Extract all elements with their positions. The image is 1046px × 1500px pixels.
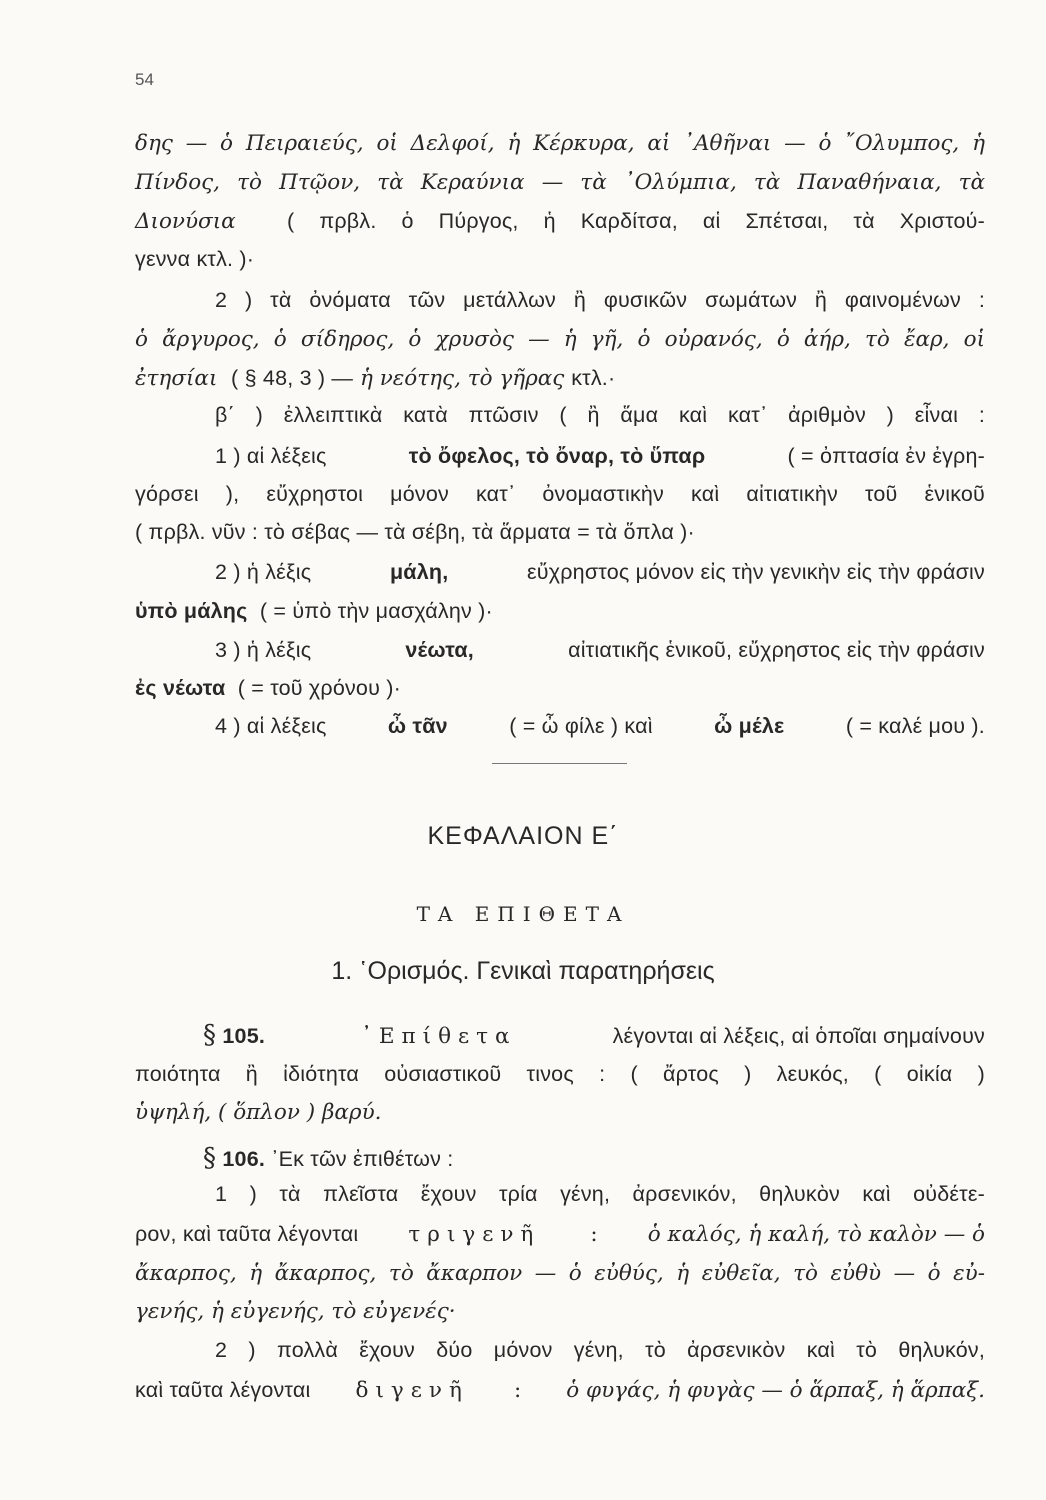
paragraph-105-marker — [203, 1022, 265, 1048]
text-line-16-c: ( = ὦ φίλε ) καὶ — [509, 714, 653, 738]
text-line-7 — [135, 368, 615, 390]
text-line-15 — [135, 678, 401, 700]
text-line-16 — [215, 716, 985, 738]
text-line-16-e: ( = καλέ μου ). — [845, 714, 985, 738]
text-line-16-bold-1: ὦ τᾶν — [387, 714, 448, 738]
paragraph-105-number: 105. — [222, 1024, 266, 1048]
text-line-14-a: 3 ) ἡ λέξις — [215, 638, 312, 662]
paragraph-105-text-a: λέγονται αἱ λέξεις, αἱ ὁποῖαι σημαίνουν — [612, 1024, 985, 1048]
section-divider — [492, 763, 627, 764]
paragraph-105-line-2: ποιότητα ἢ ἰδιότητα οὐσιαστικοῦ τινος : ( ἄρτος ) λευκός, ( οἰκία ) — [135, 1062, 985, 1086]
text-line-9-bold: τὸ ὄφελος, τὸ ὄναρ, τὸ ὕπαρ — [408, 444, 706, 468]
text-line-12-c: εὔχρηστος μόνον εἰς τὴν γενικὴν εἰς τὴν φράσιν — [527, 560, 985, 584]
paragraph-106-line-7-d: ὁ φυγάς, ἡ φυγὰς — ὁ ἅρπαξ, ἡ ἅρπαξ. — [566, 1378, 985, 1403]
paragraph-106-line-7-a: καὶ ταῦτα λέγονται — [135, 1378, 311, 1402]
paragraph-106-line-5: γενής, ἡ εὐγενής, τὸ εὐγενές· — [135, 1299, 456, 1324]
paragraph-106-line-3-colon: : — [590, 1222, 598, 1247]
paragraph-105-term: ᾿Επίθετα — [361, 1024, 517, 1049]
paragraph-106-number: 106. — [222, 1147, 266, 1171]
paragraph-106-line-7 — [135, 1380, 985, 1402]
text-line-14 — [215, 640, 985, 662]
text-line-3-italic: Διονύσια — [135, 209, 236, 234]
text-line-15-bold: ἐς νέωτα — [135, 676, 226, 700]
section-sign-icon: § — [203, 1020, 217, 1050]
page-number: 54 — [135, 70, 154, 89]
text-line-7-c: ἡ νεότης, τὸ γῆρας — [359, 366, 565, 391]
text-line-16-bold-2: ὦ μέλε — [714, 714, 785, 738]
text-line-9 — [215, 446, 985, 468]
text-line-12 — [215, 562, 985, 584]
text-line-7-b: ( § 48, 3 ) — — [231, 366, 354, 390]
text-line-9-c: ( = ὀπτασία ἐν ἐγρη- — [787, 444, 985, 468]
text-line-13-bold: ὑπὸ μάλης — [135, 599, 248, 623]
paragraph-105-line-1 — [203, 1022, 985, 1048]
paragraph-106-term-trigene: τριγενῆ — [408, 1222, 541, 1247]
text-line-4: γεννα κτλ. )· — [135, 247, 255, 271]
chapter-subtitle: ΤΑ ΕΠΙΘΕΤΑ — [416, 902, 630, 926]
paragraph-106-line-2: 1 ) τὰ πλεῖστα ἔχουν τρία γένη, ἀρσενικόν, θηλυκὸν καὶ οὐδέτε- — [215, 1182, 985, 1206]
paragraph-105-line-3: ὑψηλή, ( ὅπλον ) βαρύ. — [135, 1100, 382, 1125]
text-line-9-a: 1 ) αἱ λέξεις — [215, 444, 327, 468]
chapter-title: ΚΕΦΑΛΑΙΟΝ Ε΄ — [427, 822, 619, 850]
paragraph-106-line-3-a: ρον, καὶ ταῦτα λέγονται — [135, 1222, 359, 1246]
text-line-10: γόρσει ), εὔχρηστοι μόνον κατ᾽ ὀνομαστικὴν καὶ αἰτιατικὴν τοῦ ἑνικοῦ — [135, 482, 985, 506]
text-line-3 — [135, 211, 985, 233]
text-line-1: δης — ὁ Πειραιεύς, οἱ Δελφοί, ἡ Κέρκυρα, αἱ ᾿Αθῆναι — ὁ ῎Ολυμπος, ἡ — [135, 131, 985, 156]
text-line-15-b: ( = τοῦ χρόνου )· — [237, 676, 401, 700]
text-line-8: β΄ ) ἐλλειπτικὰ κατὰ πτῶσιν ( ἢ ἅμα καὶ κατ᾽ ἀριθμὸν ) εἶναι : — [215, 403, 985, 427]
paragraph-106-text: ᾿Εκ τῶν ἐπιθέτων : — [271, 1147, 454, 1171]
paragraph-106-line-4: ἄκαρπος, ἡ ἄκαρπος, τὸ ἄκαρπον — ὁ εὐθύς, ἡ εὐθεῖα, τὸ εὐθὺ — ὁ εὐ- — [135, 1261, 985, 1286]
paragraph-106-line-6: 2 ) πολλὰ ἔχουν δύο μόνον γένη, τὸ ἀρσενικὸν καὶ τὸ θηλυκόν, — [215, 1338, 985, 1362]
text-line-13-b: ( = ὑπὸ τὴν μασχάλην )· — [259, 599, 493, 623]
paragraph-106-term-digene: διγενῆ — [355, 1378, 469, 1403]
text-line-13 — [135, 601, 493, 623]
text-line-5: 2 ) τὰ ὀνόματα τῶν μετάλλων ἢ φυσικῶν σωμάτων ἢ φαινομένων : — [215, 288, 985, 312]
section-title: 1. ῾Ορισμός. Γενικαὶ παρατηρήσεις — [331, 957, 715, 985]
text-line-3-rest: ( πρβλ. ὁ Πύργος, ἡ Καρδίτσα, αἱ Σπέτσαι, τὰ Χριστού- — [286, 209, 985, 233]
text-line-11: ( πρβλ. νῦν : τὸ σέβας — τὰ σέβη, τὰ ἅρματα = τὰ ὅπλα )· — [135, 520, 695, 544]
text-line-16-a: 4 ) αἱ λέξεις — [215, 714, 327, 738]
paragraph-106-line-1 — [203, 1145, 453, 1171]
text-line-7-a: ἐτησίαι — [135, 366, 218, 391]
text-line-7-d: κτλ.· — [571, 366, 616, 390]
text-line-14-bold: νέωτα, — [405, 638, 474, 662]
text-line-12-a: 2 ) ἡ λέξις — [215, 560, 312, 584]
paragraph-106-line-3 — [135, 1224, 985, 1246]
text-line-6: ὁ ἄργυρος, ὁ σίδηρος, ὁ χρυσὸς — ἡ γῆ, ὁ οὐρανός, ὁ ἀήρ, τὸ ἔαρ, οἱ — [135, 327, 985, 352]
text-line-12-bold: μάλη, — [389, 560, 449, 584]
text-line-2: Πίνδος, τὸ Πτῷον, τὰ Κεραύνια — τὰ ᾿Ολύμπια, τὰ Παναθήναια, τὰ — [135, 170, 985, 195]
paragraph-106-line-3-d: ὁ καλός, ἡ καλή, τὸ καλὸν — ὁ — [647, 1222, 985, 1247]
text-line-14-c: αἰτιατικῆς ἑνικοῦ, εὔχρηστος εἰς τὴν φράσιν — [568, 638, 985, 662]
paragraph-106-line-7-colon: : — [513, 1378, 522, 1403]
section-sign-icon: § — [203, 1143, 217, 1173]
